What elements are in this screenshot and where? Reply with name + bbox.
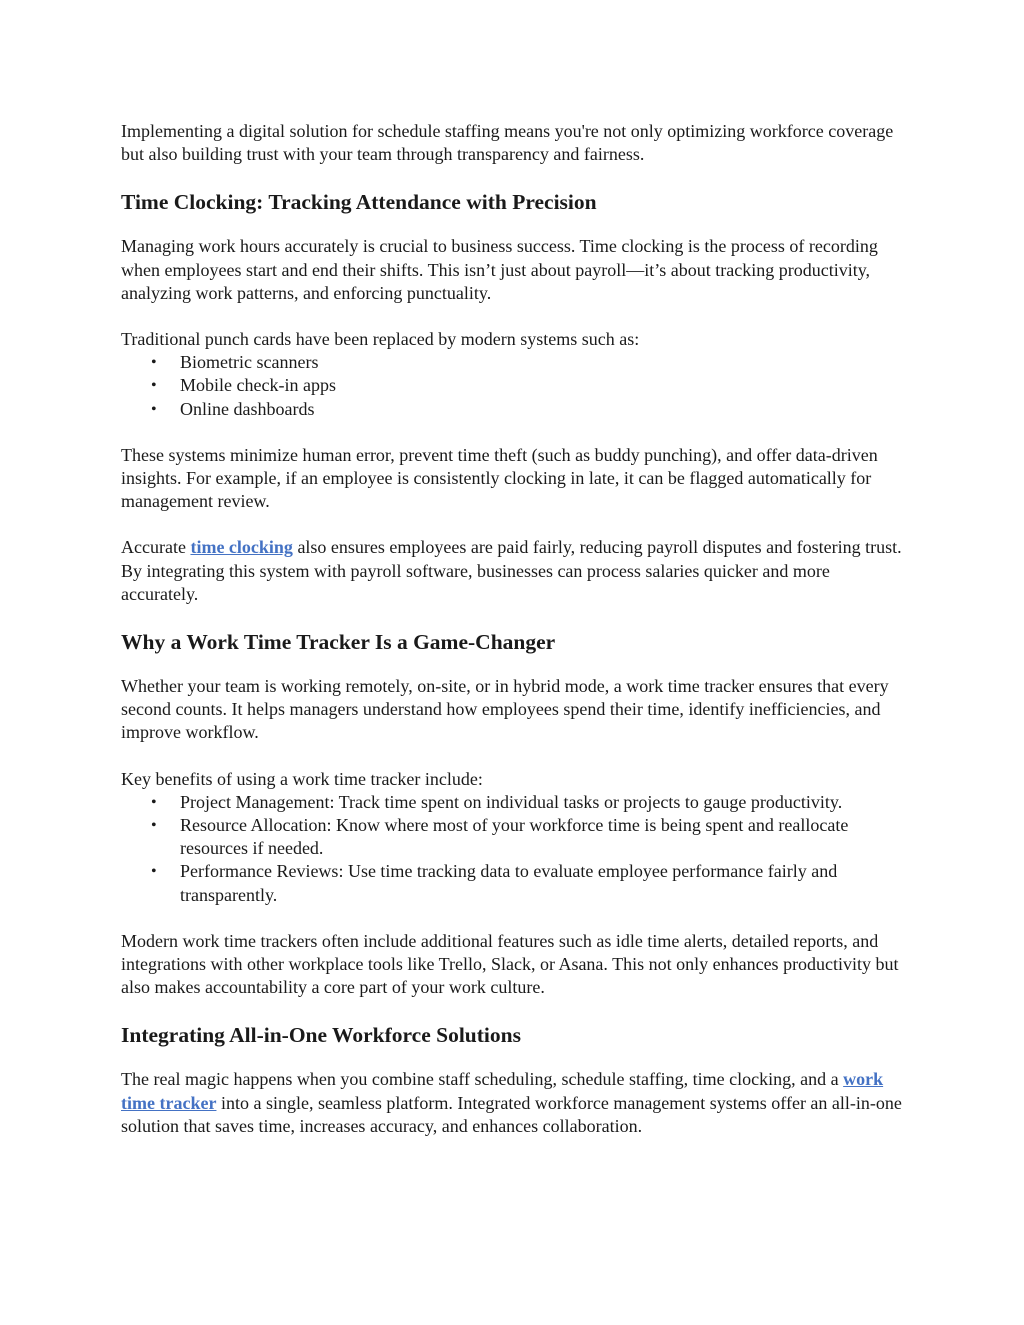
list-item: • Project Management: Track time spent on individual tasks or projects to gauge productivity.	[180, 791, 906, 814]
work-time-tracker-list-intro: Key benefits of using a work time tracker include:	[121, 768, 483, 789]
section-heading-integrating: Integrating All-in-One Workforce Solutions	[121, 1023, 521, 1048]
work-time-tracker-link[interactable]: work time tracker	[121, 1069, 884, 1113]
work-time-tracker-paragraph-1: Whether your team is working remotely, on-site, or in hybrid mode, a work time tracker ensures that every second counts. It helps managers understand how employees spend their time, identify inefficiencies, and improve workflow.	[121, 676, 889, 743]
list-item: • Biometric scanners	[180, 351, 906, 374]
section-heading-time-clocking: Time Clocking: Tracking Attendance with Precision	[121, 190, 597, 215]
work-time-tracker-paragraph-2: Modern work time trackers often include additional features such as idle time alerts, detailed reports, and integrations with other workplace tools like Trello, Slack, or Asana. This not only enhances productivity but also makes accountability a core part of your work culture.	[121, 930, 899, 998]
list-item: • Mobile check-in apps	[180, 374, 906, 397]
document-page	[121, 120, 906, 1161]
text-span: into a single, seamless platform. Integrated workforce management systems offer an all-in-one solution that saves time, increases accuracy, and enhances collaboration.	[121, 1092, 902, 1136]
list-item: • Resource Allocation: Know where most of your workforce time is being spent and reallocate resources if needed.	[180, 814, 906, 860]
text-span: also ensures employees are paid fairly, reducing payroll disputes and fostering trust. By integrating this system with payroll software, businesses can process salaries quicker and more accurately.	[121, 537, 902, 604]
benefits-list	[121, 791, 906, 907]
integrating-paragraph-1	[121, 1068, 906, 1138]
text-span: The real magic happens when you combine staff scheduling, schedule staffing, time clocking, and a	[121, 1069, 844, 1090]
time-clocking-list-intro: Traditional punch cards have been replaced by modern systems such as:	[121, 329, 640, 350]
list-item: • Online dashboards	[180, 398, 906, 421]
intro-paragraph: Implementing a digital solution for schedule staffing means you're not only optimizing workforce coverage but also building trust with your team through transparency and fairness.	[121, 121, 894, 165]
text-span: Accurate	[121, 537, 191, 558]
time-clocking-link[interactable]: time clocking	[190, 537, 293, 558]
time-clocking-paragraph-2: These systems minimize human error, prevent time theft (such as buddy punching), and offer data-driven insights. For example, if an employee is consistently clocking in late, it can be flagged automatically for management review.	[121, 444, 878, 512]
section-heading-work-time-tracker: Why a Work Time Tracker Is a Game-Changer	[121, 630, 556, 655]
time-clocking-paragraph-3	[121, 536, 906, 606]
time-clocking-paragraph-1: Managing work hours accurately is crucial to business success. Time clocking is the process of recording when employees start and end their shifts. This isn’t just about payroll—it’s about tracking productivity, analyzing work patterns, and enforcing punctuality.	[121, 236, 878, 303]
list-item: • Performance Reviews: Use time tracking data to evaluate employee performance fairly and transparently.	[180, 860, 906, 906]
time-clocking-list	[121, 351, 906, 421]
